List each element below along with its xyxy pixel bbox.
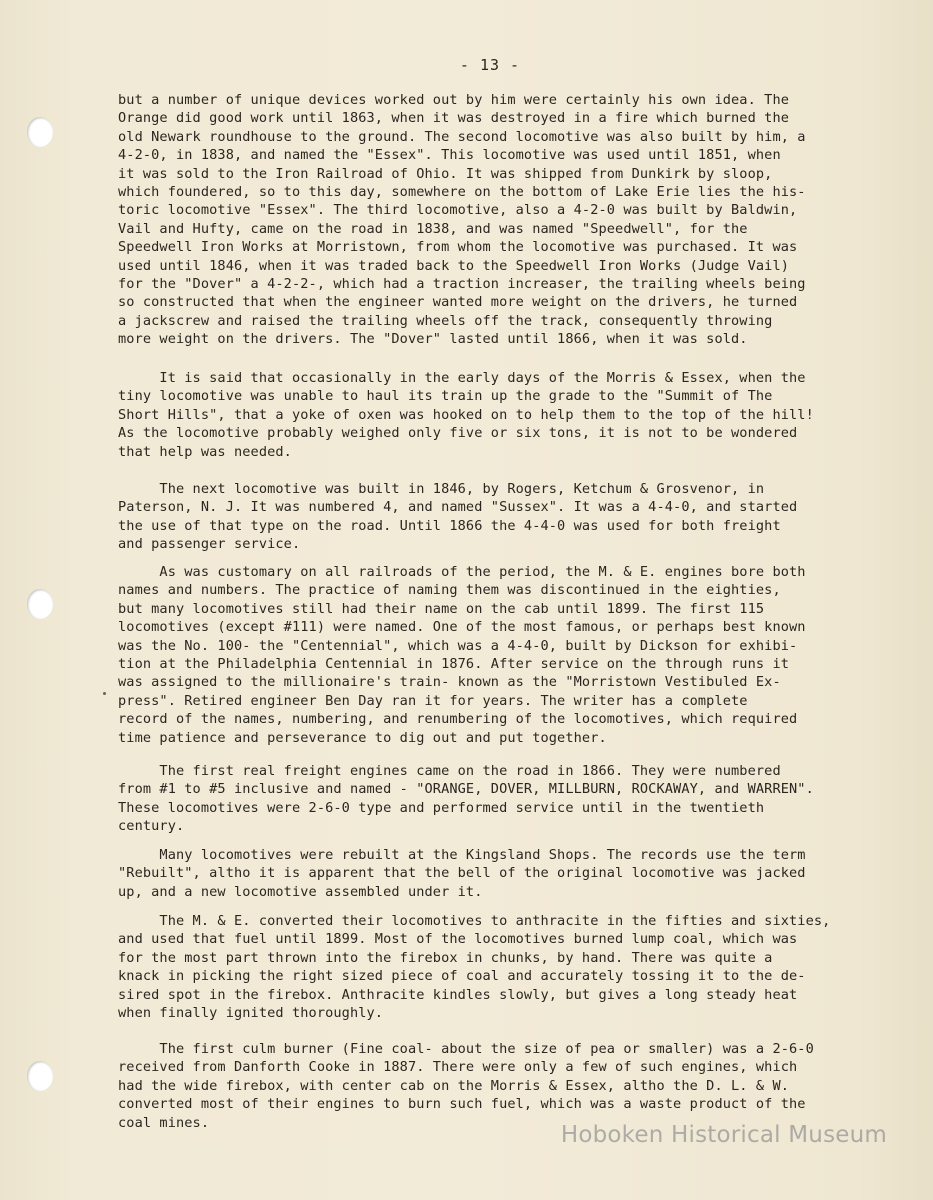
paragraph-oxen-summit: It is said that occasionally in the early days of the Morris & Essex, when the tiny locomotive was unable to haul its train up the grade to the "Summit of The Short Hills", that a yoke of oxen was hooked on to help them to the top of the hill! As the locomotive probably weighed only five or six tons, it is not to be wondered that help was needed. [118, 370, 814, 460]
paragraph-culm-burner: The first culm burner (Fine coal- about the size of pea or smaller) was a 2-6-0 received from Danforth Cooke in 1887. There were only a few of such engines, which had the wide firebox, with center cab on the Morris & Essex, altho the D. L. & W. converted most of their engines to burn such fuel, which was a waste product of the coal mines. [118, 1041, 814, 1131]
binder-hole-bottom [27, 1061, 53, 1091]
paragraph-naming-practice: As was customary on all railroads of the period, the M. & E. engines bore both names and numbers. The practice of naming them was discontinued in the eighties, but many locomotives still had their name on the cab until 1899. The first 115 locomotives (except #111) were named. One of the most famous, or perhaps best known was the No. 100- the "Centennial", which was a 4-4-0, built by Dickson for exhibi- tion at the Philadelphia Centennial in 1876. After service on the through runs it was assigned to the millionaire's train- known as the "Morristown Vestibuled Ex- press". Retired engineer Ben Day ran it for years. The writer has a complete record of the names, numbering, and renumbering of the locomotives, which required time patience and perseverance to dig out and put together. [118, 564, 806, 746]
paragraph-kingsland-shops: Many locomotives were rebuilt at the Kingsland Shops. The records use the term "Rebuilt", altho it is apparent that the bell of the original locomotive was jacked up, and a new locomotive assembled under it. [118, 847, 806, 900]
binder-hole-middle [27, 589, 53, 619]
page-number: - 13 - [459, 56, 521, 74]
museum-watermark: Hoboken Historical Museum [560, 1122, 887, 1148]
paragraph-freight-engines: The first real freight engines came on the road in 1866. They were numbered from #1 to #5 inclusive and named - "ORANGE, DOVER, MILLBURN, ROCKAWAY, and WARREN". These locomotives were 2-6-0 type and performed service until in the twentieth century. [118, 763, 814, 835]
paragraph-locomotive-history: but a number of unique devices worked out by him were certainly his own idea. The Orange did good work until 1863, when it was destroyed in a fire which burned the old Newark roundhouse to the ground. The second locomotive was also built by him, a 4-2-0, in 1838, and named the "Essex". This locomotive was used until 1851, when it was sold to the Iron Railroad of Ohio. It was shipped from Dunkirk by sloop, which foundered, so to this day, somewhere on the bottom of Lake Erie lies the his- toric locomotive "Essex". The third locomotive, also a 4-2-0 was built by Baldwin, Vail and Hufty, came on the road in 1838, and was named "Speedwell", for the Speedwell Iron Works at Morristown, from whom the locomotive was purchased. It was used until 1846, when it was traded back to the Speedwell Iron Works (Judge Vail) for the "Dover" a 4-2-2-, which had a traction increaser, the trailing wheels being so constructed that when the engineer wanted more weight on the drivers, he turned a jackscrew and raised the trailing wheels off the track, consequently throwing more weight on the drivers. The "Dover" lasted until 1866, when it was sold. [118, 92, 806, 348]
paper-speck [103, 692, 106, 695]
paragraph-sussex-locomotive: The next locomotive was built in 1846, by Rogers, Ketchum & Grosvenor, in Paterson, N. J. It was numbered 4, and named "Sussex". It was a 4-4-0, and started the use of that type on the road. Until 1866 the 4-4-0 was used for both freight and passenger service. [118, 481, 798, 553]
paragraph-anthracite: The M. & E. converted their locomotives to anthracite in the fifties and sixties, and used that fuel until 1899. Most of the locomotives burned lump coal, which was for the most part thrown into the firebox in chunks, by hand. There was quite a knack in picking the right sized piece of coal and accurately tossing it to the de- sired spot in the firebox. Anthracite kindles slowly, but gives a long steady heat when finally ignited thoroughly. [118, 913, 831, 1022]
binder-hole-top [27, 117, 53, 147]
